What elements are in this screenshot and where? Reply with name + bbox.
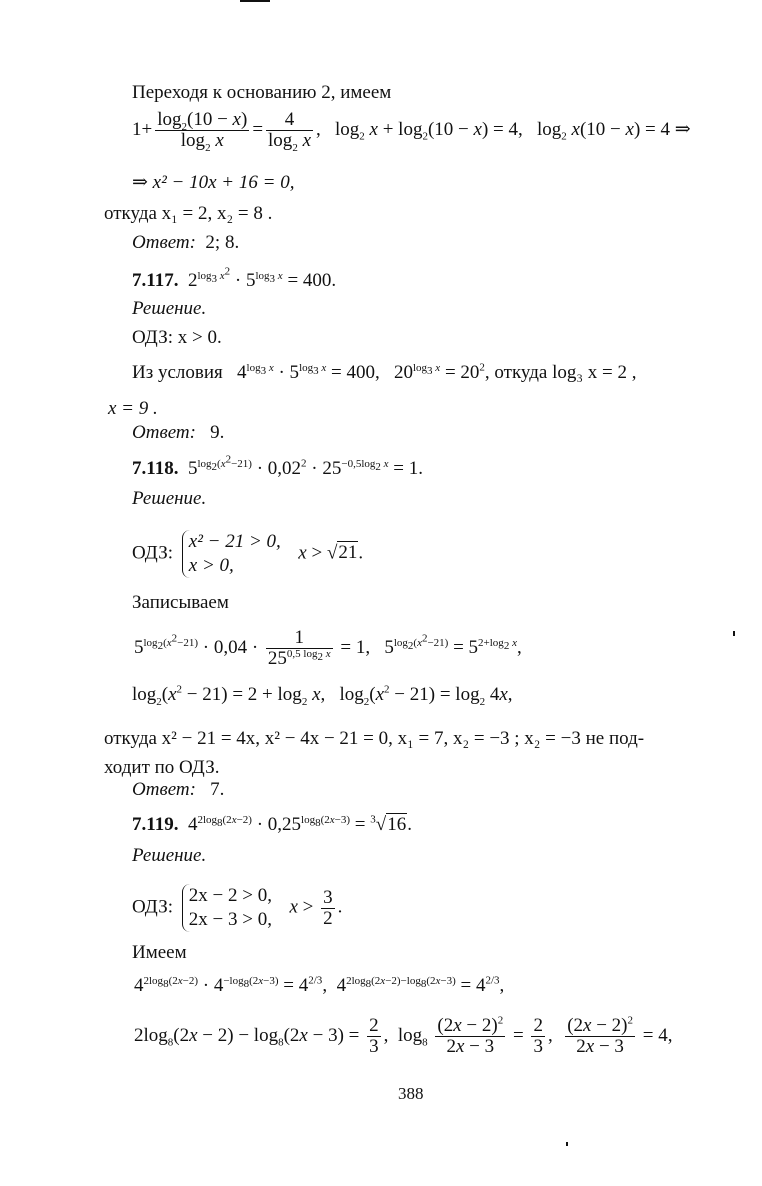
roots-line xyxy=(104,203,272,225)
answer-2 xyxy=(132,422,224,444)
from-condition-text: Из условия xyxy=(132,362,223,383)
answer-label: Ответ: xyxy=(132,232,196,253)
problem-7-118: 7.118. $5^{log_2(x^2-21)} \cdot 0,02^2 \cdot 25^{-0,5log_2 x} = 1$. xyxy=(132,453,423,479)
intro-text: Переходя к основанию 2, имеем xyxy=(132,82,392,103)
problem-7-117: 7.117. $2^{log_3 x^2} \cdot 5^{log_3 x} = 400$. xyxy=(132,265,337,291)
roots-118-cont xyxy=(104,757,220,779)
answer-value: 9. xyxy=(210,422,225,443)
result-text: x = 9 . xyxy=(108,398,158,419)
equation-119-b: $2\log_8(2x - 2) - \log_8(2x - 3)$ = $\frac{2}{3}$ , $\log_8$ $\frac{(2x - 2)^2}{2x - 3}$ = $\frac{2}{3}$ , $\frac{(2x - 2)^2}{2x - 3}$ = 4, xyxy=(134,1014,673,1057)
solution-label-119 xyxy=(132,845,206,867)
odz-condition: 2x − 3 > 0, xyxy=(188,909,272,930)
roots-118-cont-text: ходит по ОДЗ. xyxy=(104,757,220,778)
text-line xyxy=(132,82,391,104)
odz-condition: 2x − 2 > 0, xyxy=(188,885,272,906)
solution-label-117 xyxy=(132,298,206,320)
odz-condition: x² − 21 > 0, xyxy=(188,531,281,552)
odz-118: ОДЗ: x² − 21 > 0, x > 0, x > √21. xyxy=(132,531,364,576)
answer-label: Ответ: xyxy=(132,779,196,800)
result-x-117 xyxy=(108,398,158,420)
odz-117 xyxy=(132,327,222,349)
solution-label: Решение. xyxy=(132,488,207,509)
solution-label: Решение. xyxy=(132,298,207,319)
odz-system xyxy=(182,884,272,932)
answer-3 xyxy=(132,779,224,801)
have-label xyxy=(132,942,187,964)
answer-1 xyxy=(132,232,239,254)
write-label xyxy=(132,592,229,614)
answer-value: 7. xyxy=(210,779,225,800)
roots-text: откуда x₁ = 2, x₂ = 8 . xyxy=(104,203,273,224)
roots-118-text: откуда x² − 21 = 4x, x² − 4x − 21 = 0, x₁ = 7, x₂ = −3 ; x₂ = −3 не под- xyxy=(104,728,645,749)
odz-label: ОДЗ: xyxy=(132,896,174,918)
header-rule xyxy=(240,0,270,2)
equation-118-a: $5^{log_2(x^2-21)} \cdot 0,04$ · $\frac{1}{25^{0,5 log_2 x}}$ = 1, $5^{log_2(x^2-21)} = 5^{2+log_2 x}$, xyxy=(134,627,522,669)
equation-118-b: $\log_2(x^2 - 21) = 2 + \log_2 x$, $\log_2(x^2 - 21) = \log_2 4x$, xyxy=(132,683,513,708)
scan-speck xyxy=(566,1142,568,1146)
write-text: Записываем xyxy=(132,592,229,613)
condition-line-117: Из условия $4^{log_3 x} \cdot 5^{log_3 x} = 400$, $20^{log_3 x} = 20^2$, откуда log₃ x = 2 , xyxy=(132,361,637,383)
problem-7-119: 7.119. $4^{2log_8(2x-2)} \cdot 0,25^{log_8(2x-3)} = ^3√16$. xyxy=(132,813,412,835)
problem-number: 7.119. xyxy=(132,814,179,835)
quadratic-text: ⇒ x² − 10x + 16 = 0, xyxy=(132,172,295,193)
odz-119: ОДЗ: 2x − 2 > 0, 2x − 3 > 0, x > $\frac{3}{2}$ . xyxy=(132,885,343,930)
odz-label: ОДЗ: xyxy=(132,542,174,564)
condition-end-text: , откуда log₃ x = 2 , xyxy=(484,362,637,383)
roots-118 xyxy=(104,728,644,750)
odz-text: ОДЗ: x > 0. xyxy=(132,327,222,348)
scan-speck xyxy=(733,631,735,636)
equation-quadratic xyxy=(132,172,294,194)
page-number-text: 388 xyxy=(398,1084,424,1103)
problem-number: 7.118. xyxy=(132,458,179,479)
answer-value: 2; 8. xyxy=(205,232,240,253)
odz-system xyxy=(182,530,281,578)
answer-label: Ответ: xyxy=(132,422,196,443)
equation-119-a: $4^{2log_8(2x-2)} \cdot 4^{-log_8(2x-3)} = 4^{2/3}$, $4^{2log_8(2x-2)-log_8(2x-3)} = 4^{2/3}$, xyxy=(134,974,505,996)
problem-number: 7.117. xyxy=(132,270,179,291)
odz-condition: x > 0, xyxy=(188,555,234,576)
have-text: Имеем xyxy=(132,942,187,963)
equation-base2: 1+ $\frac{\log_2(10 - x)}{\log_2 x}$ = $\frac{4}{\log_2 x}$ , $\log_2 x + \log_2(10 - x) = 4$, $\log_2 x(10 - x) = 4$ ⇒ xyxy=(132,109,691,154)
solution-label: Решение. xyxy=(132,845,207,866)
page-number xyxy=(398,1083,424,1105)
solution-label-118 xyxy=(132,488,206,510)
